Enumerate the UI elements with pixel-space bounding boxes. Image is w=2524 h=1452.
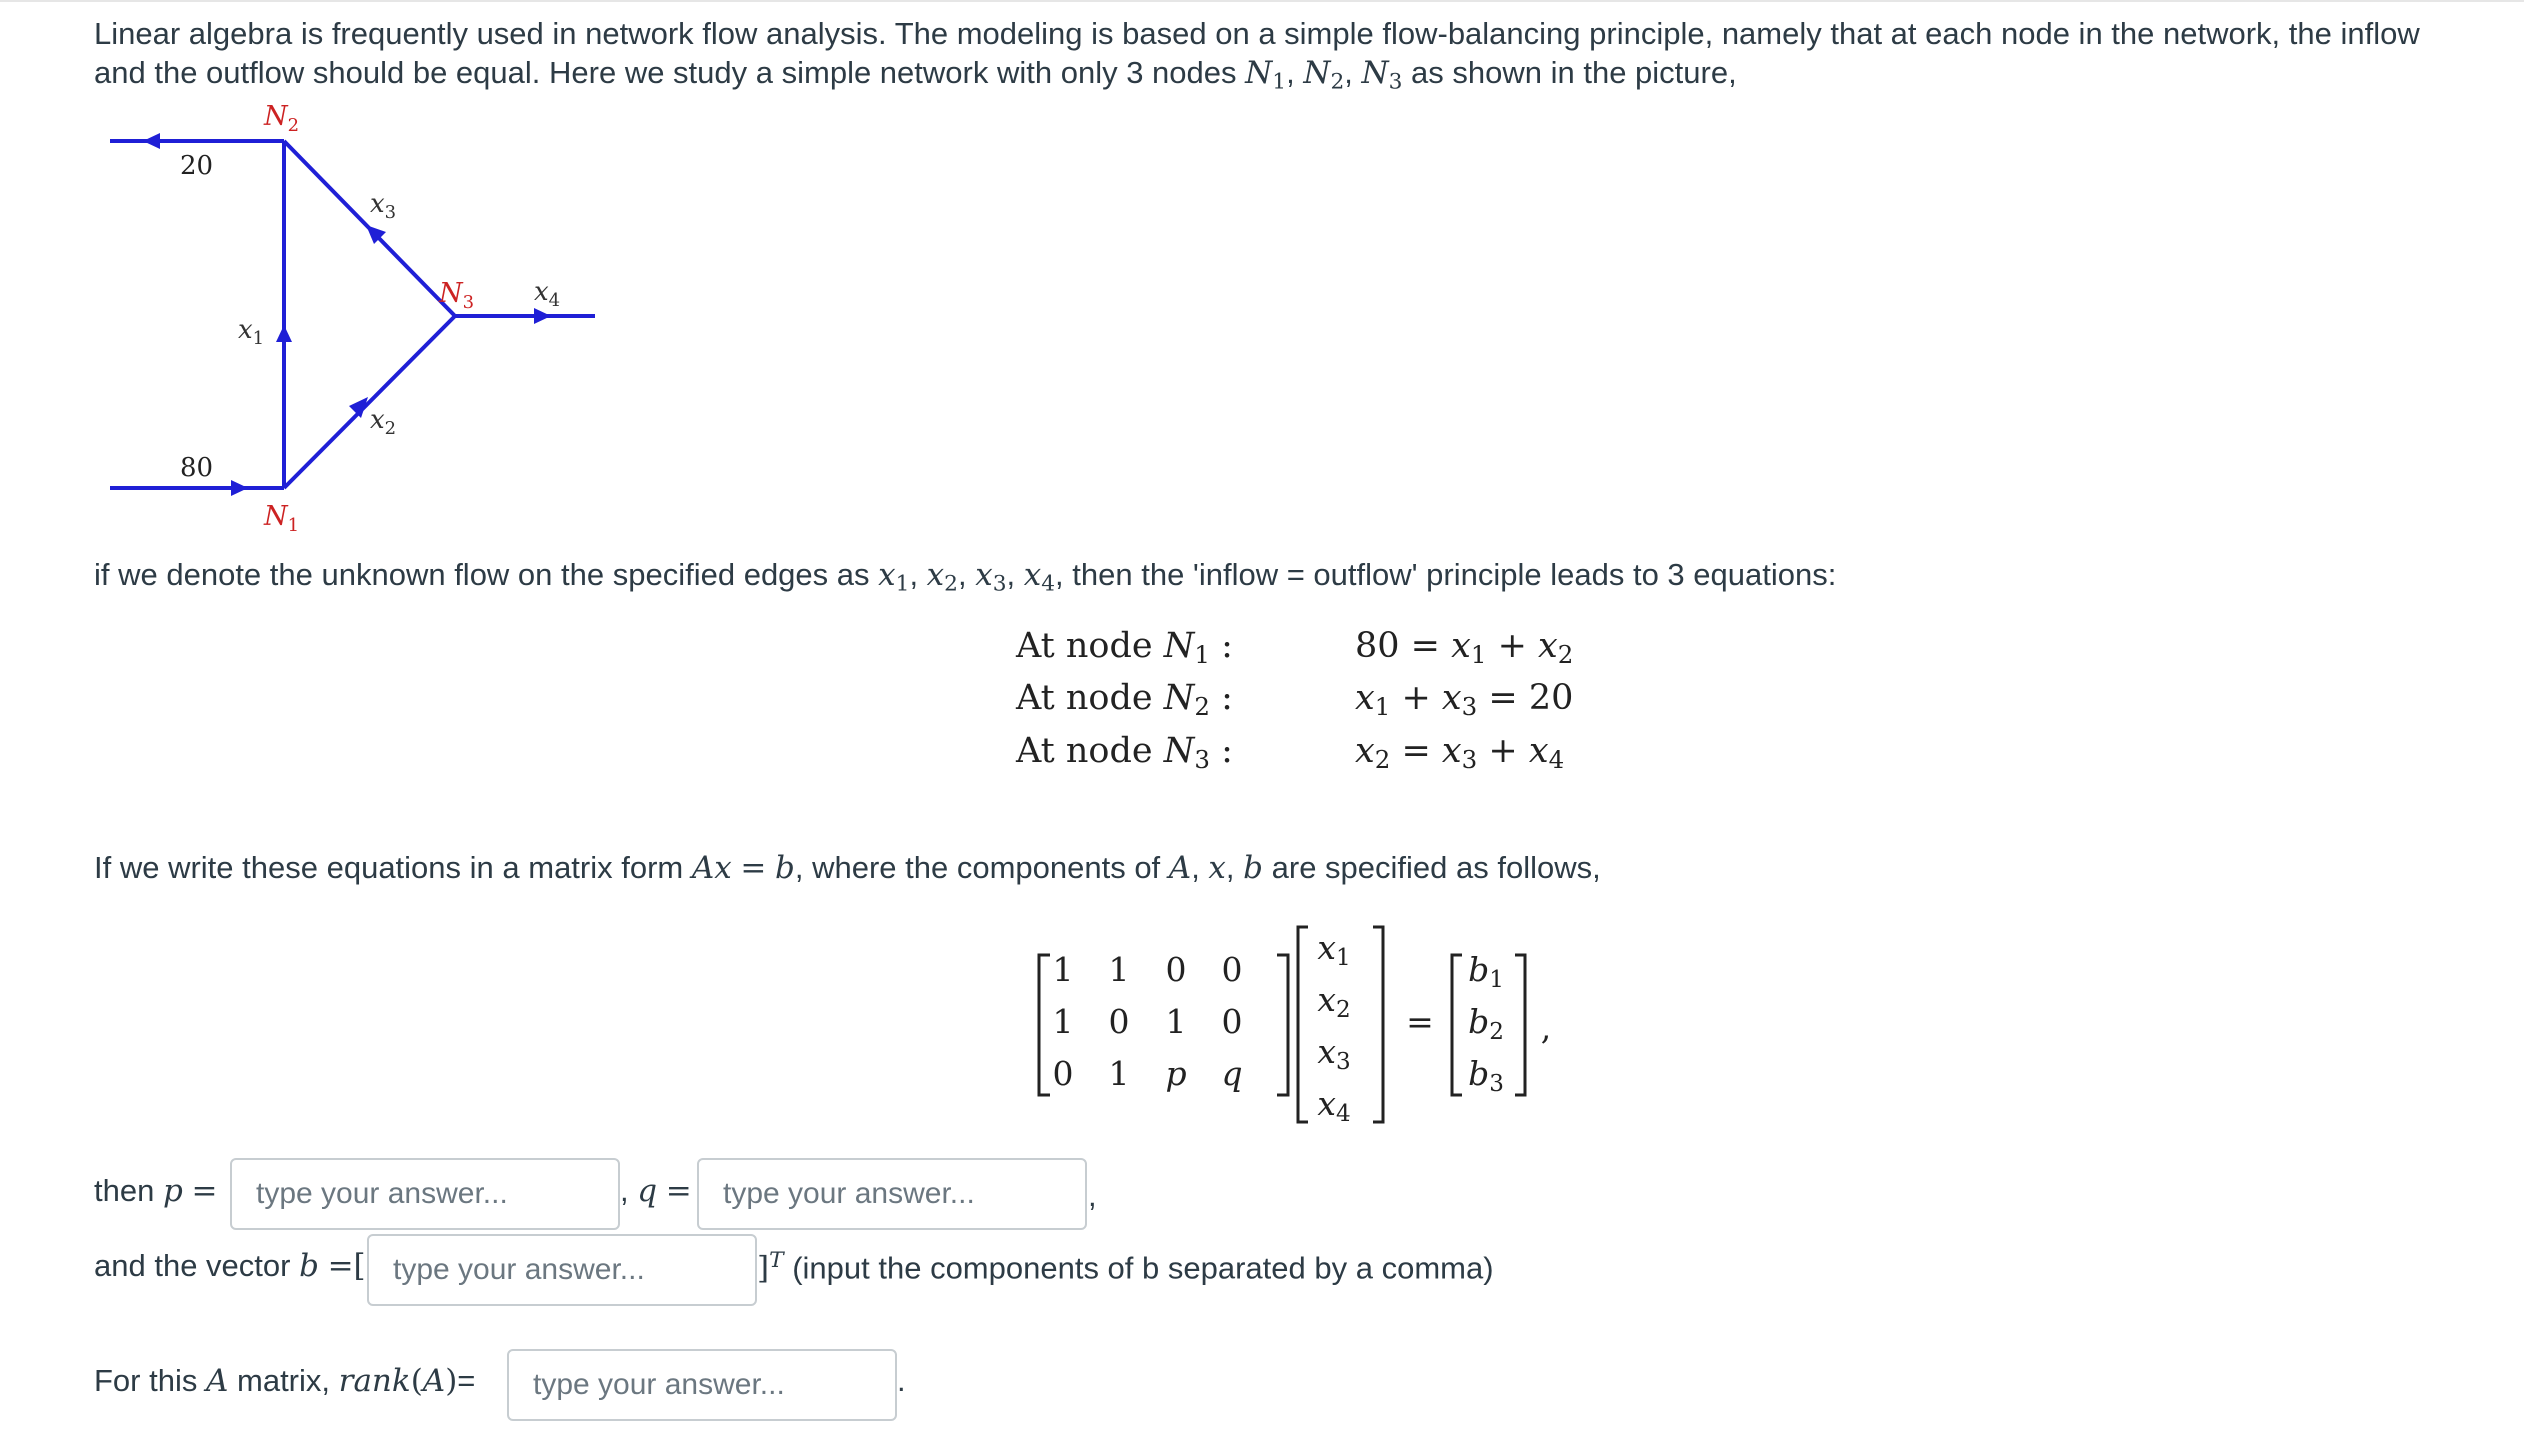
arrow-left-icon	[143, 133, 160, 149]
a13: 0	[1165, 950, 1187, 989]
label-80: 80	[180, 453, 214, 483]
rank-period: .	[897, 1363, 906, 1398]
eq-label-n1: At node $N_1$ :	[1016, 626, 1233, 670]
a22: 0	[1108, 1002, 1130, 1041]
label-n2: $N_2$	[264, 101, 300, 136]
a12: 1	[1108, 950, 1130, 989]
eq-label-n3: At node $N_3$ :	[1016, 731, 1233, 775]
vector-b-note: ]$^T$ (input the components of b separated by a comma)	[757, 1248, 1494, 1287]
intro-line-1: Linear algebra is frequently used in network flow analysis. The modeling is based on a simple flow-balancing principle, namely that at each node in the network, the inflow	[94, 16, 2420, 51]
network-diagram	[90, 95, 610, 545]
label-x4: $x_4$	[534, 277, 561, 311]
eq-n3: $x_2 = x_3 + x_4$	[1355, 731, 1565, 775]
vector-b	[1466, 950, 1516, 1100]
label-x2: $x_2$	[370, 405, 397, 439]
q-comma: ,	[1088, 1178, 1097, 1213]
matrix-a	[1040, 950, 1270, 1100]
intro-line-2-text: and the outflow should be equal. Here we study a simple network with only 3 nodes	[94, 55, 1237, 90]
eq-n1: $80 = x_1 + x_2$	[1355, 626, 1574, 670]
x3: $x_3$	[1317, 1032, 1351, 1075]
intro-line-2: and the outflow should be equal. Here we study a simple network with only 3 nodes $N_1$, $N_2$, $N_3$ as shown in the picture,	[94, 55, 1737, 95]
a21: 1	[1052, 1002, 1074, 1041]
a23: 1	[1165, 1002, 1187, 1041]
x4: $x_4$	[1317, 1084, 1351, 1127]
label-x1: $x_1$	[238, 315, 265, 349]
q-label: , q =	[620, 1173, 692, 1209]
a24: 0	[1221, 1002, 1243, 1041]
denote-line: if we denote the unknown flow on the specified edges as $x_1$, $x_2$, $x_3$, $x_4$, then the 'inflow = outflow' principle leads to 3 equations:	[94, 557, 1837, 597]
arrow-up-icon	[276, 325, 292, 342]
vector-b-label: and the vector b =[	[94, 1248, 366, 1284]
q-input[interactable]: type your answer...	[697, 1158, 1087, 1230]
p-input[interactable]: type your answer...	[230, 1158, 620, 1230]
b2: $b_2$	[1468, 1002, 1504, 1045]
rank-input[interactable]: type your answer...	[507, 1349, 897, 1421]
vector-b-input[interactable]: type your answer...	[367, 1234, 757, 1306]
label-n1: $N_1$	[264, 501, 300, 536]
eq-n2: $x_1 + x_3 = 20$	[1355, 678, 1574, 722]
x2: $x_2$	[1317, 980, 1351, 1023]
then-p-label: then p =	[94, 1173, 218, 1209]
matrix-form-line: If we write these equations in a matrix form Ax = b, where the components of A, x, b are specified as follows,	[94, 850, 1601, 886]
b1: $b_1$	[1468, 950, 1504, 993]
label-x3: $x_3$	[370, 189, 397, 223]
a11: 1	[1052, 950, 1074, 989]
a14: 0	[1221, 950, 1243, 989]
edge-x2	[284, 316, 455, 488]
a31: 0	[1052, 1054, 1074, 1093]
label-n3: $N_3$	[439, 278, 475, 313]
label-20: 20	[180, 151, 214, 181]
rank-label: For this A matrix, rank(A)=	[94, 1363, 476, 1399]
a34: q	[1221, 1054, 1243, 1093]
top-divider	[0, 0, 2524, 2]
arrow-right-icon	[231, 480, 248, 496]
x1: $x_1$	[1317, 928, 1351, 971]
vector-x	[1314, 928, 1374, 1128]
a32: 1	[1108, 1054, 1130, 1093]
b3: $b_3$	[1468, 1054, 1504, 1097]
eq-label-n2: At node $N_2$ :	[1016, 678, 1233, 722]
a33: p	[1165, 1054, 1187, 1093]
